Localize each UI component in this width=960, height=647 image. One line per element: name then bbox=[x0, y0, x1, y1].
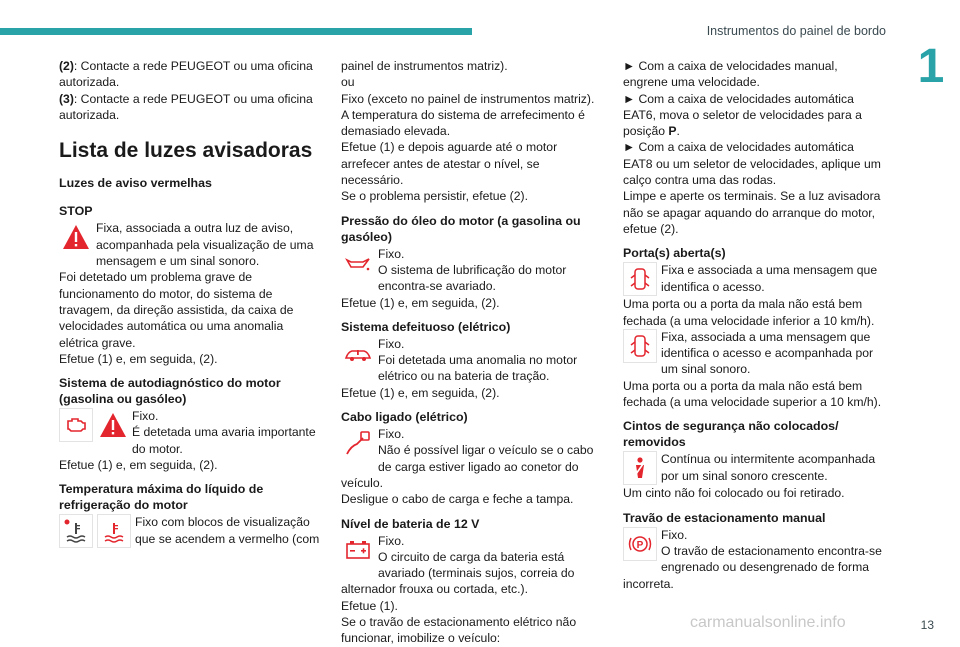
coolant-temp-icon bbox=[97, 514, 131, 548]
bullet-2: ► Com a caixa de velocidades automática EAT6, mova o seletor de velocidades para a posição P. bbox=[623, 91, 862, 139]
parking-brake-icon bbox=[623, 527, 657, 561]
column-2 bbox=[341, 58, 605, 647]
battery-text-3: Efetue (1). bbox=[341, 598, 398, 613]
door-text-4: Uma porta ou a porta da mala não está bem fechada (a uma velocidade superior a 10 km/h). bbox=[623, 378, 882, 410]
elec-text-2: Foi detetada uma anomalia no motor elétrico ou na bateria de tração. bbox=[378, 353, 578, 384]
cable-text-2: Não é possível ligar o veículo se o cabo de carga estiver ligado ao conetor do veículo. bbox=[341, 443, 594, 490]
door-title: Porta(s) aberta(s) bbox=[623, 246, 726, 261]
belt-text-1: Contínua ou intermitente acompanhada por um sinal sonoro crescente. bbox=[661, 452, 876, 483]
elec-title: Sistema defeituoso (elétrico) bbox=[341, 319, 511, 334]
battery-text-4: Se o travão de estacionamento elétrico não funcionar, imobilize o veículo: bbox=[341, 615, 577, 646]
battery-advice: Limpe e aperte os terminais. Se a luz avisadora não se apagar aquando do arranque do motor, efetue (2). bbox=[623, 189, 881, 236]
door-open-icon bbox=[623, 262, 657, 296]
header-accent-bar bbox=[0, 28, 472, 35]
subhead-red-lights: Luzes de aviso vermelhas bbox=[59, 176, 212, 191]
temp-cont-3: Fixo (exceto no painel de instrumentos matriz). bbox=[341, 91, 595, 106]
belt-title: Cintos de segurança não colocados/ removidos bbox=[623, 419, 839, 450]
door-text-1: Fixa e associada a uma mensagem que identifica o acesso. bbox=[661, 263, 878, 294]
oil-title: Pressão do óleo do motor (a gasolina ou gasóleo) bbox=[341, 213, 581, 244]
temp-cont-1: painel de instrumentos matriz). bbox=[341, 59, 508, 73]
temp-text: Fixo com blocos de visualização que se acendem a vermelho (com bbox=[135, 515, 320, 546]
battery-title: Nível de bateria de 12 V bbox=[341, 516, 480, 531]
electric-fault-icon bbox=[341, 336, 375, 370]
stop-text-3: Efetue (1) e, em seguida, (2). bbox=[59, 351, 218, 366]
diag-title: Sistema de autodiagnóstico do motor (gasolina ou gasóleo) bbox=[59, 376, 281, 407]
park-title: Travão de estacionamento manual bbox=[623, 510, 826, 525]
engine-icon bbox=[59, 408, 93, 442]
elec-text-1: Fixo. bbox=[378, 336, 405, 351]
stop-warning-icon bbox=[59, 220, 93, 254]
section-title: Lista de luzes avisadoras bbox=[59, 139, 313, 163]
oil-text-1: Fixo. bbox=[378, 246, 405, 261]
battery-icon bbox=[341, 533, 375, 567]
note-3: (3): Contacte a rede PEUGEOT ou uma oficina autorizada. bbox=[59, 91, 313, 122]
column-3 bbox=[623, 58, 885, 592]
park-text-1: Fixo. bbox=[661, 527, 688, 542]
temp-cont-2: ou bbox=[341, 75, 355, 90]
stop-text: Fixa, associada a outra luz de aviso, acompanhada pela visualização de uma mensagem e um sinal sonoro. bbox=[96, 221, 314, 269]
temp-cont-6: Se o problema persistir, efetue (2). bbox=[341, 189, 528, 204]
page-number: 13 bbox=[920, 618, 934, 632]
oil-pressure-icon bbox=[341, 246, 375, 280]
diag-text-2: É detetada uma avaria importante do motor. bbox=[132, 425, 316, 456]
chapter-number: 1 bbox=[917, 40, 945, 93]
door-open-icon-2 bbox=[623, 329, 657, 363]
elec-text-3: Efetue (1) e, em seguida, (2). bbox=[341, 385, 500, 400]
cable-text-1: Fixo. bbox=[378, 427, 405, 442]
temp-cont-4: A temperatura do sistema de arrefecimento é demasiado elevada. bbox=[341, 107, 585, 139]
chapter-tab bbox=[902, 42, 960, 92]
battery-text-1: Fixo. bbox=[378, 533, 405, 548]
charging-cable-icon bbox=[341, 426, 375, 460]
cable-title: Cabo ligado (elétrico) bbox=[341, 410, 468, 425]
bullet-3: ► Com a caixa de velocidades automática EAT8 ou um seletor de velocidades, aplique um calço contra uma das rodas. bbox=[623, 140, 881, 188]
svg-text:P: P bbox=[636, 539, 644, 551]
diag-text-3: Efetue (1) e, em seguida, (2). bbox=[59, 458, 218, 473]
door-text-3: Fixa, associada a uma mensagem que identifica o acesso e acompanhada por um sinal sonoro. bbox=[661, 329, 874, 377]
stop-text-2: Foi detetado um problema grave de funcionamento do motor, do sistema de travagem, da direção assistida, da caixa de velocidades automática ou uma anomalia elétrica grave. bbox=[59, 270, 294, 350]
battery-text-2: O circuito de carga da bateria está avariado (terminais sujos, correia do alternador frouxa ou cortada, etc.). bbox=[341, 549, 575, 597]
oil-text-3: Efetue (1) e, em seguida, (2). bbox=[341, 295, 500, 310]
park-text-2: O travão de estacionamento encontra-se engrenado ou desengrenado de forma incorreta. bbox=[623, 543, 882, 591]
coolant-temp-dot-icon bbox=[59, 514, 93, 548]
stop-title: STOP bbox=[59, 204, 93, 219]
bullet-1: ► Com a caixa de velocidades manual, engrene uma velocidade. bbox=[623, 59, 838, 90]
header-title: Instrumentos do painel de bordo bbox=[706, 24, 886, 38]
diag-warning-icon bbox=[97, 408, 129, 442]
column-1 bbox=[59, 58, 321, 548]
belt-text-2: Um cinto não foi colocado ou foi retirado. bbox=[623, 486, 845, 501]
temp-title: Temperatura máxima do líquido de refrigeração do motor bbox=[59, 482, 264, 513]
temp-cont-5: Efetue (1) e depois aguarde até o motor arrefecer antes de atestar o nível, se necessário. bbox=[341, 140, 558, 188]
oil-text-2: O sistema de lubrificação do motor encontra-se avariado. bbox=[378, 262, 567, 294]
seatbelt-icon bbox=[623, 451, 657, 485]
note-2: (2): Contacte a rede PEUGEOT ou uma oficina autorizada. bbox=[59, 59, 313, 90]
diag-text-1: Fixo. bbox=[132, 409, 159, 424]
door-text-2: Uma porta ou a porta da mala não está bem fechada (a uma velocidade inferior a 10 km/h). bbox=[623, 297, 875, 328]
cable-text-3: Desligue o cabo de carga e feche a tampa. bbox=[341, 492, 574, 507]
watermark: carmanualsonline.info bbox=[690, 614, 846, 631]
